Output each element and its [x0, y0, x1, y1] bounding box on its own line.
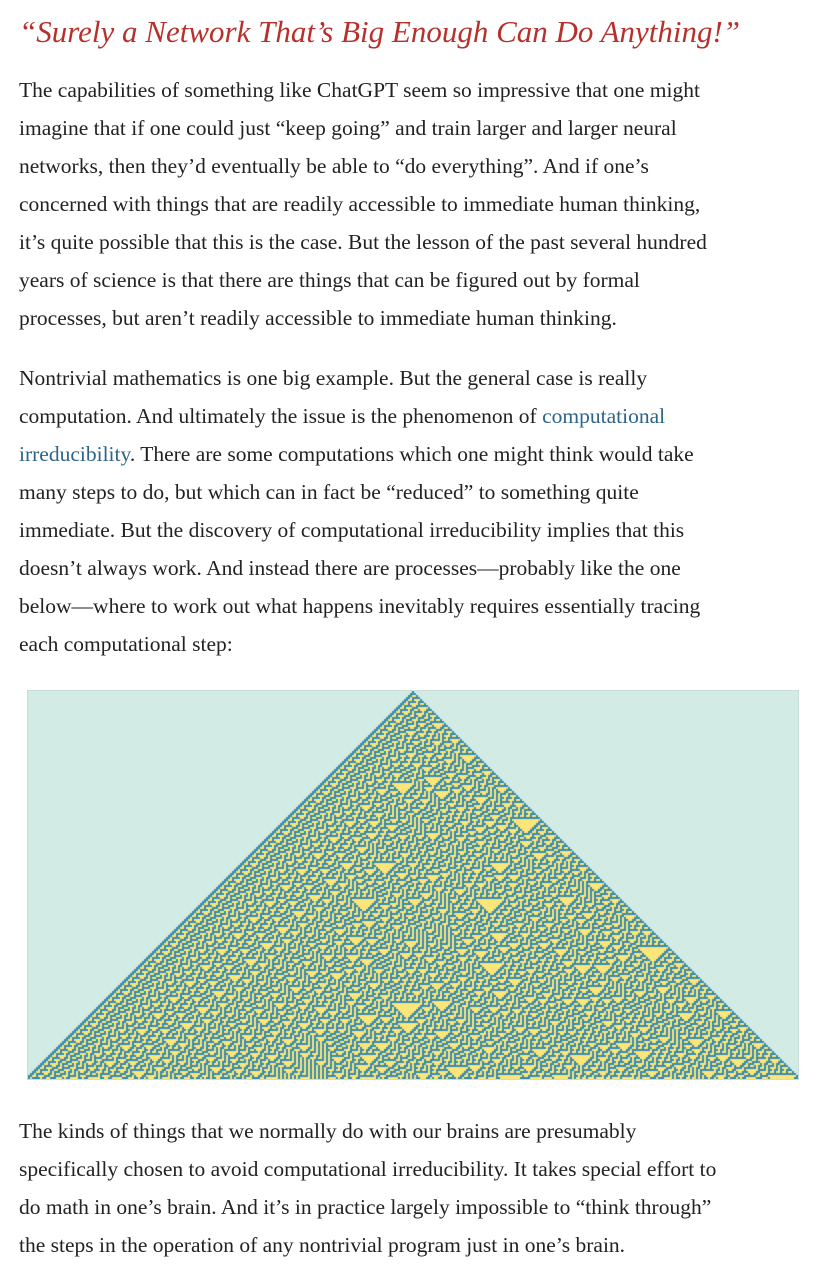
paragraph-line: specifically chosen to avoid computational irreducibility. It takes special effort to	[19, 1157, 717, 1181]
paragraph-line: Nontrivial mathematics is one big example. But the general case is really	[19, 366, 648, 390]
paragraph-line: it’s quite possible that this is the case. But the lesson of the past several hundred	[19, 230, 707, 254]
paragraph-line: the steps in the operation of any nontrivial program just in one’s brain.	[19, 1233, 626, 1257]
paragraph-line: years of science is that there are things that can be figured out by formal	[19, 268, 640, 292]
cellular-automaton-figure	[27, 690, 799, 1080]
section-title: “Surely a Network That’s Big Enough Can Do Anything!”	[19, 14, 741, 49]
paragraph-line: The kinds of things that we normally do with our brains are presumably	[19, 1119, 637, 1143]
computational-irreducibility-link[interactable]: computational	[542, 404, 666, 428]
paragraph-line: doesn’t always work. And instead there are processes—probably like the one	[19, 556, 681, 580]
paragraph-line: networks, then they’d eventually be able to “do everything”. And if one’s	[19, 154, 649, 178]
paragraph-line	[19, 435, 819, 473]
line-text: computation. And ultimately the issue is the phenomenon of	[19, 404, 543, 428]
paragraph-line: many steps to do, but which can in fact be “reduced” to something quite	[19, 480, 639, 504]
paragraph-line: do math in one’s brain. And it’s in practice largely impossible to “think through”	[19, 1195, 712, 1219]
paragraph-line: imagine that if one could just “keep going” and train larger and larger neural	[19, 116, 677, 140]
paragraph-line: The capabilities of something like ChatGPT seem so impressive that one might	[19, 78, 700, 102]
paragraph-line: concerned with things that are readily accessible to immediate human thinking,	[19, 192, 701, 216]
paragraph-brains	[19, 1112, 819, 1264]
paragraph-irreducibility	[19, 359, 819, 663]
paragraph-line: below—where to work out what happens inevitably requires essentially tracing	[19, 594, 701, 618]
paragraph-line	[19, 397, 819, 435]
paragraph-line: immediate. But the discovery of computational irreducibility implies that this	[19, 518, 685, 542]
automaton-pattern	[28, 691, 798, 1079]
paragraph-line: each computational step:	[19, 632, 233, 656]
paragraph-capabilities	[19, 71, 819, 337]
computational-irreducibility-link-continued[interactable]: irreducibility	[19, 442, 130, 466]
paragraph-line: processes, but aren’t readily accessible to immediate human thinking.	[19, 306, 617, 330]
cellular-automaton-image	[28, 691, 798, 1079]
line-text: . There are some computations which one might think would take	[129, 442, 694, 466]
